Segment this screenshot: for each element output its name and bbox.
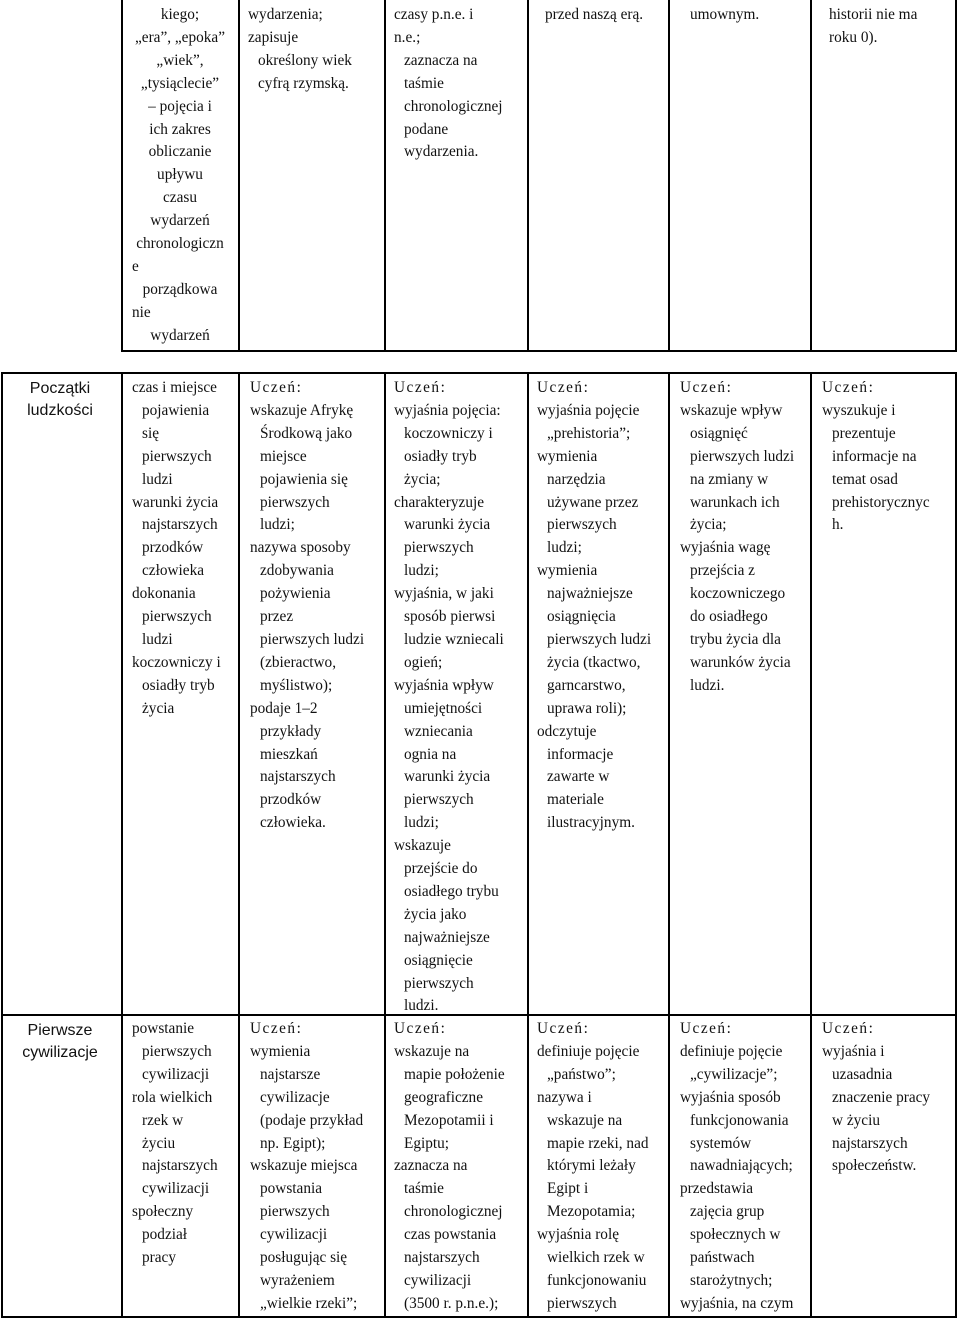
requirements-cell-g2 (250, 377, 382, 835)
text-line: nawadniających; (690, 1157, 793, 1175)
text-line: przedstawia (680, 1180, 754, 1198)
text-line: osiągnięcia (547, 608, 616, 626)
topic-cell (4, 378, 116, 422)
text-line: pojawienia się (260, 470, 348, 488)
text-line: wyjaśnia pojęcie (537, 401, 640, 419)
text-line: pożywienia (260, 585, 331, 603)
uczen-heading: Uczeń: (250, 1020, 303, 1037)
text-line: osiadłego trybu (404, 882, 499, 900)
text-line: najstarszych (260, 768, 336, 786)
text-line: używane przez (547, 493, 639, 511)
text-line: znaczenie pracy (832, 1088, 931, 1106)
text-line: przodków (260, 791, 322, 809)
text-line: warunki życia (404, 768, 491, 786)
grid-line (668, 0, 670, 352)
text-line: zdobywania (260, 562, 334, 580)
requirements-cell-g4 (537, 1018, 667, 1316)
text-line: pierwszych (404, 974, 474, 992)
uczen-heading: Uczeń: (537, 379, 590, 396)
grid-line (238, 0, 240, 352)
text-line: życiu (142, 1134, 176, 1152)
text-line: podaje 1–2 (250, 699, 318, 717)
grid-line (810, 372, 812, 1318)
text-line: definiuje pojęcie (680, 1042, 783, 1060)
grid-line (810, 0, 812, 352)
text-line: przez (260, 608, 294, 626)
text-line: e (132, 257, 139, 275)
grid-line (121, 0, 123, 352)
text-line: najważniejsze (404, 928, 490, 946)
text-line: „cywilizacje”; (690, 1065, 778, 1083)
text-line: najstarszych (404, 1249, 480, 1267)
uczen-heading: Uczeń: (537, 1020, 590, 1037)
text-line: czas i miejsce (132, 379, 217, 396)
text-line: wyrażeniem (260, 1271, 335, 1289)
text-line: taśmie (404, 1180, 444, 1198)
text-line: powstania (260, 1180, 323, 1198)
text-line: wyjaśnia sposób (680, 1088, 781, 1106)
text-line: Egiptu; (404, 1134, 450, 1152)
text-line: dokonania (132, 585, 196, 603)
text-line: nazywa i (537, 1088, 592, 1106)
requirements-cell-g5 (680, 1018, 808, 1316)
text-line: starożytnych; (690, 1271, 773, 1289)
text-line: pierwszych (142, 1042, 212, 1060)
text-line: osiągnięć (690, 424, 748, 442)
uczen-heading: Uczeń: (822, 1020, 875, 1037)
requirements-cell-g6 (822, 377, 954, 537)
text-line: sposób pierwsi (404, 608, 496, 626)
text-line: przed naszą erą. (545, 6, 644, 23)
text-line: koczowniczego (690, 585, 786, 603)
text-line: ludzi (142, 470, 173, 488)
text-line: społeczny (132, 1203, 194, 1221)
text-line: wyjaśnia wagę (680, 539, 771, 557)
text-line: społeczeństw. (832, 1157, 917, 1175)
text-line: ludzi. (690, 676, 725, 694)
text-line: przejście do (404, 860, 478, 878)
topic-cell (4, 1020, 116, 1064)
text-line: prehistorycznyc (832, 493, 930, 511)
text-line: historii nie ma (829, 6, 918, 23)
text-line: wydarzeń (150, 326, 210, 344)
text-line: pierwszych (404, 791, 474, 809)
text-line: prezentuje (832, 424, 896, 442)
grid-line (1, 372, 957, 374)
text-line: umiejętności (404, 699, 483, 717)
text-line: wyjaśnia i (822, 1042, 885, 1060)
text-line: ognia na (404, 745, 457, 763)
text-line: Mezopotamia; (547, 1203, 636, 1221)
text-line: wskazuje Afrykę (250, 401, 354, 419)
text-line: temat osad (832, 470, 898, 488)
grid-line (121, 350, 957, 352)
requirements-cell-g4 (537, 377, 667, 835)
text-line: przodków (142, 539, 204, 557)
text-line: przejścia z (690, 562, 755, 580)
text-line: życia; (404, 470, 441, 488)
text-line: życia (tkactwo, (547, 653, 641, 671)
text-line: mapie położenie (404, 1065, 505, 1083)
text-line: najważniejsze (547, 585, 633, 603)
text-line: człowieka (142, 562, 205, 580)
text-line: ludzi; (260, 516, 295, 534)
text-line: roku 0). (829, 28, 878, 46)
text-line: społecznych w (690, 1226, 781, 1244)
text-line: najstarsze (260, 1065, 321, 1083)
text-line: rola wielkich (132, 1088, 213, 1106)
text-line: chronologicznej (404, 97, 503, 115)
text-line: cyfrą rzymską. (258, 74, 349, 92)
text-line: myślistwo); (260, 676, 333, 694)
text-line: ludzi (142, 630, 173, 648)
text-line: geograficzne (404, 1088, 483, 1106)
text-line: wielkich rzek w (547, 1249, 645, 1267)
text-line: określony wiek (258, 51, 352, 69)
topic-title: Początki (29, 380, 91, 397)
text-line: pierwszych (547, 516, 617, 534)
text-line: cywilizacji (142, 1180, 210, 1198)
text-line: umownym. (690, 6, 760, 23)
text-line: upływu (157, 166, 203, 184)
text-line: życia (142, 699, 175, 717)
text-line: (zbieractwo, (260, 653, 337, 671)
text-line: powstanie (132, 1020, 195, 1037)
text-line: garncarstwo, (547, 676, 626, 694)
text-line: mieszkań (260, 745, 318, 763)
grid-line (238, 372, 240, 1318)
text-line: pierwszych (260, 1203, 330, 1221)
requirements-cell-g3 (394, 1018, 526, 1316)
text-line: miejsce (260, 447, 307, 465)
text-line: przykłady (260, 722, 322, 740)
text-line: do osiadłego (690, 608, 768, 626)
text-line: czas powstania (404, 1226, 497, 1244)
text-line: charakteryzuje (394, 493, 485, 511)
text-line: „wiek”, (156, 51, 204, 69)
text-line: porządkowa (142, 280, 218, 298)
text-line: ilustracyjnym. (547, 814, 635, 832)
text-line: wydarzenia; (248, 6, 323, 23)
text-line: wyszukuje i (822, 401, 896, 419)
text-line: „prehistoria”; (547, 424, 631, 442)
text-line: zapisuje (248, 28, 299, 46)
text-line: człowieka. (260, 814, 326, 832)
text-line: zaznacza na (404, 51, 478, 69)
text-line: h. (832, 516, 844, 534)
uczen-heading: Uczeń: (394, 1020, 447, 1037)
text-line: koczowniczy i (404, 424, 493, 442)
text-line: pierwszych (142, 447, 212, 465)
text-line: – pojęcia i (148, 97, 212, 115)
text-line: najstarszych (142, 516, 218, 534)
requirements-cell-g3 (394, 4, 526, 164)
text-line: Egipt i (547, 1180, 589, 1198)
text-line: uzasadnia (832, 1065, 893, 1083)
topic-title: ludzkości (27, 402, 93, 419)
text-line: wyjaśnia rolę (537, 1226, 619, 1244)
text-line: pierwszych (547, 1294, 617, 1312)
text-line: Mezopotamii i (404, 1111, 494, 1129)
text-line: państwach (690, 1249, 755, 1267)
grid-line (121, 372, 123, 1318)
text-line: wskazuje na (394, 1042, 470, 1060)
text-line: czasy p.n.e. i (394, 6, 474, 23)
topic-title: cywilizacje (22, 1044, 98, 1061)
content-cell (124, 4, 236, 348)
text-line: materiale (547, 791, 604, 809)
text-line: warunki życia (404, 516, 491, 534)
text-line: (3500 r. p.n.e.); (404, 1294, 499, 1312)
text-line: pierwszych ludzi (690, 447, 795, 465)
text-line: warunków życia (690, 653, 791, 671)
text-line: trybu życia dla (690, 630, 781, 648)
text-line: warunki życia (132, 493, 219, 511)
text-line: którymi leżały (547, 1157, 636, 1175)
text-line: mapie rzeki, nad (547, 1134, 649, 1152)
text-line: warunkach ich (690, 493, 780, 511)
requirements-cell-g2 (248, 4, 382, 96)
requirements-cell-g4 (545, 4, 667, 27)
text-line: definiuje pojęcie (537, 1042, 640, 1060)
text-line: informacje (547, 745, 614, 763)
uczen-heading: Uczeń: (680, 379, 733, 396)
text-line: wskazuje (394, 837, 451, 855)
text-line: obliczanie (148, 143, 212, 161)
uczen-heading: Uczeń: (250, 379, 303, 396)
text-line: podział (142, 1226, 188, 1244)
uczen-heading: Uczeń: (822, 379, 875, 396)
text-line: cywilizacji (404, 1271, 472, 1289)
grid-line (668, 372, 670, 1318)
text-line: taśmie (404, 74, 444, 92)
requirements-cell-g2 (250, 1018, 382, 1316)
text-line: rzek w (142, 1111, 184, 1129)
text-line: wymienia (250, 1042, 311, 1060)
text-line: w życiu (832, 1111, 880, 1129)
text-line: „wielkie rzeki”; (260, 1294, 358, 1312)
text-line: życia; (690, 516, 727, 534)
text-line: chronologiczn (136, 235, 224, 253)
text-line: n.e.; (394, 28, 421, 46)
text-line: wyjaśnia wpływ (394, 676, 494, 694)
text-line: wyjaśnia, w jaki (394, 585, 494, 603)
text-line: osiadły tryb (404, 447, 477, 465)
text-line: pracy (142, 1249, 176, 1267)
text-line: na zmiany w (690, 470, 769, 488)
text-line: narzędzia (547, 470, 606, 488)
grid-line (1, 1316, 957, 1318)
text-line: wymienia (537, 562, 598, 580)
text-line: funkcjonowania (690, 1111, 789, 1129)
text-line: odczytuje (537, 722, 597, 740)
text-line: (podaje przykład (260, 1111, 364, 1129)
text-line: cywilizacji (142, 1065, 210, 1083)
text-line: wskazuje wpływ (680, 401, 783, 419)
text-line: ludzi; (547, 539, 582, 557)
text-line: ludzi; (404, 562, 439, 580)
text-line: cywilizacje (260, 1088, 330, 1106)
text-line: podane (404, 120, 449, 138)
text-line: wymienia (537, 447, 598, 465)
text-line: nie (132, 303, 151, 321)
text-line: cywilizacji (260, 1226, 328, 1244)
text-line: koczowniczy i (132, 653, 221, 671)
text-line: „tysiąclecie” (140, 74, 220, 92)
grid-line (955, 0, 957, 352)
text-line: ich zakres (149, 120, 211, 138)
text-line: systemów (690, 1134, 752, 1152)
text-line: czasu (163, 189, 197, 207)
text-line: posługując się (260, 1249, 348, 1267)
text-line: osiągnięcie (404, 951, 473, 969)
text-line: pierwszych (260, 493, 330, 511)
text-line: pojawienia (142, 401, 210, 419)
requirements-cell-g6 (822, 1018, 954, 1178)
text-line: pierwszych ludzi (260, 630, 365, 648)
text-line: wskazuje miejsca (250, 1157, 358, 1175)
requirements-cell-g3 (394, 377, 526, 1018)
text-line: najstarszych (832, 1134, 908, 1152)
content-cell (132, 377, 236, 721)
text-line: nazywa sposoby (250, 539, 351, 557)
text-line: najstarszych (142, 1157, 218, 1175)
text-line: zawarte w (547, 768, 610, 786)
text-line: osiadły tryb (142, 676, 215, 694)
text-line: wzniecania (404, 722, 473, 740)
text-line: chronologicznej (404, 1203, 503, 1221)
content-cell (132, 1018, 236, 1270)
text-line: życia jako (404, 905, 467, 923)
text-line: wyjaśnia, na czym (680, 1294, 794, 1312)
grid-line (527, 0, 529, 352)
text-line: ludzi. (404, 997, 439, 1015)
text-line: wyjaśnia pojęcia: (394, 401, 501, 419)
text-line: się (142, 424, 159, 442)
text-line: wydarzenia. (404, 143, 479, 161)
text-line: ludzi; (404, 814, 439, 832)
uczen-heading: Uczeń: (394, 379, 447, 396)
topic-title: Pierwsze (27, 1022, 93, 1039)
grid-line (1, 372, 3, 1318)
text-line: pierwszych ludzi (547, 630, 652, 648)
grid-line (527, 372, 529, 1318)
text-line: wydarzeń (150, 212, 210, 230)
text-line: np. Egipt); (260, 1134, 326, 1152)
text-line: uprawa roli); (547, 699, 627, 717)
text-line: zajęcia grup (690, 1203, 765, 1221)
text-line: wskazuje na (547, 1111, 623, 1129)
text-line: zaznacza na (394, 1157, 468, 1175)
text-line: ogień; (404, 653, 443, 671)
requirements-cell-g6 (829, 4, 953, 50)
text-line: informacje na (832, 447, 917, 465)
text-line: kiego; (160, 6, 200, 23)
text-line: Środkową jako (260, 424, 353, 442)
text-line: pierwszych (142, 608, 212, 626)
requirements-cell-g5 (680, 377, 808, 698)
grid-line (384, 372, 386, 1318)
grid-line (384, 0, 386, 352)
text-line: pierwszych (404, 539, 474, 557)
text-line: ludzie wzniecali (404, 630, 504, 648)
grid-line (955, 372, 957, 1318)
text-line: funkcjonowaniu (547, 1271, 647, 1289)
requirements-cell-g5 (690, 4, 808, 27)
text-line: „era”, „epoka” (134, 28, 225, 46)
uczen-heading: Uczeń: (680, 1020, 733, 1037)
text-line: „państwo”; (547, 1065, 616, 1083)
